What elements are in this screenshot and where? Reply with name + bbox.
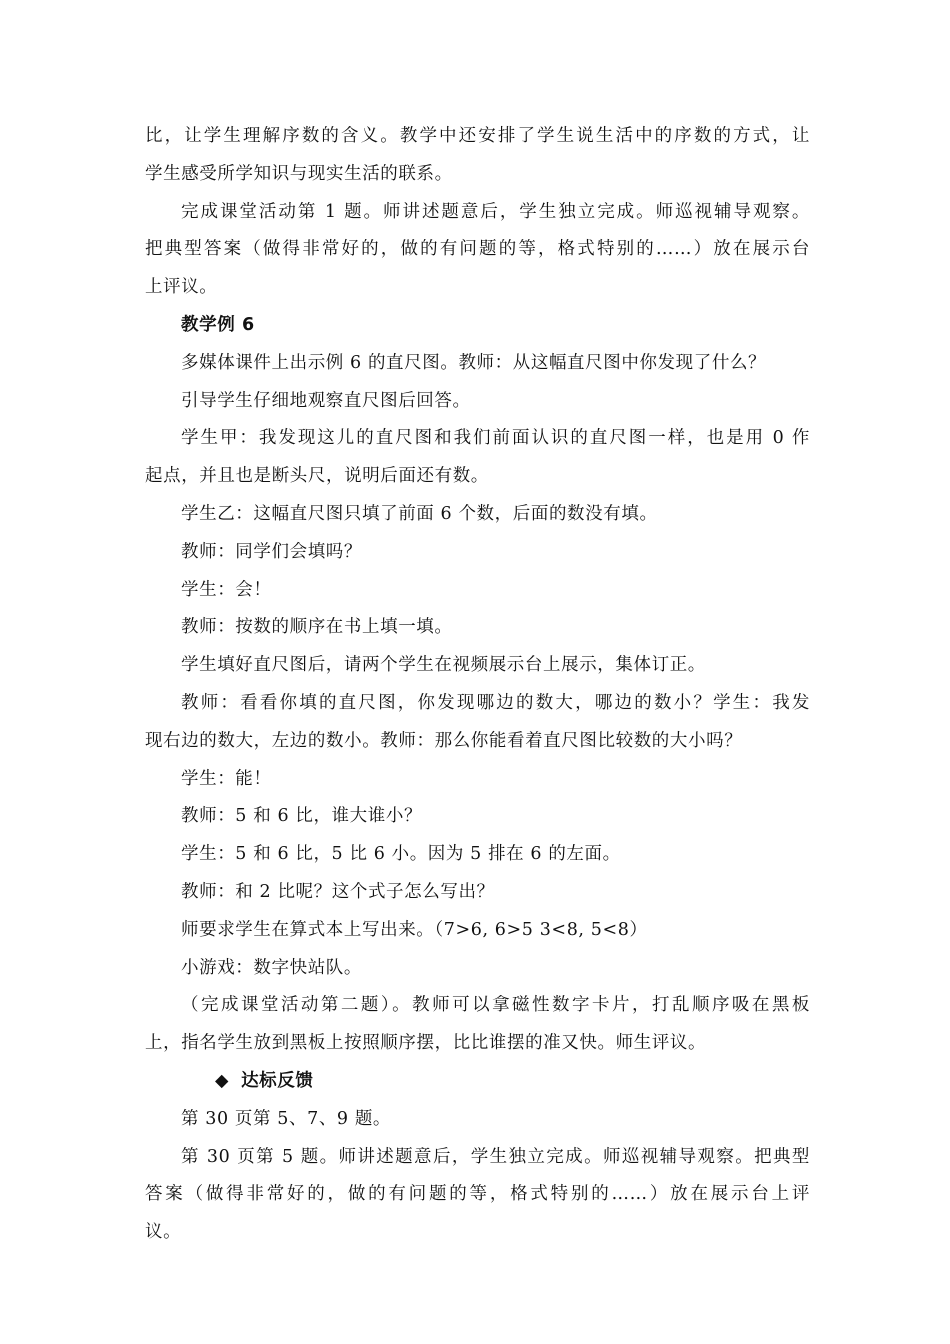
paragraph-line: 学生：5 和 6 比，5 比 6 小。因为 5 排在 6 的左面。 — [181, 844, 621, 865]
diamond-bullet-icon: ◆ — [215, 1070, 230, 1091]
paragraph-line: 议。 — [145, 1222, 182, 1243]
paragraph-line: 把典型答案（做得非常好的，做的有问题的等，格式特别的……）放在展示台 — [145, 239, 810, 260]
section-heading-feedback — [145, 1063, 810, 1101]
paragraph-line: 教师：5 和 6 比，谁大谁小？ — [181, 806, 423, 827]
paragraph-line: 第 30 页第 5、7、9 题。 — [181, 1108, 392, 1129]
paragraph-line: 师要求学生在算式本上写出来。（7>6, 6>5 3<8, 5<8） — [181, 919, 648, 940]
paragraph-line: 学生：能！ — [181, 768, 272, 789]
paragraph-line: 第 30 页第 5 题。师讲述题意后，学生独立完成。师巡视辅导观察。把典型 — [181, 1146, 810, 1167]
paragraph-line: 学生：会！ — [181, 579, 272, 600]
paragraph-line: 比，让学生理解序数的含义。教学中还安排了学生说生活中的序数的方式，让 — [145, 126, 810, 146]
paragraph-line: 学生填好直尺图后，请两个学生在视频展示台上展示，集体订正。 — [181, 655, 706, 676]
paragraph-line: 多媒体课件上出示例 6 的直尺图。教师：从这幅直尺图中你发现了什么？ — [181, 352, 767, 373]
document-body — [145, 118, 810, 1252]
paragraph-line: 小游戏：数字快站队。 — [181, 957, 362, 978]
paragraph-line: 起点，并且也是断头尺，说明后面还有数。 — [145, 466, 489, 487]
paragraph-line: （完成课堂活动第二题）。教师可以拿磁性数字卡片，打乱顺序吸在黑板 — [181, 995, 810, 1016]
paragraph-line: 教师：按数的顺序在书上填一填。 — [181, 617, 453, 638]
paragraph-line: 答案（做得非常好的，做的有问题的等，格式特别的……）放在展示台上评 — [145, 1184, 810, 1205]
paragraph-line: 上，指名学生放到黑板上按照顺序摆，比比谁摆的准又快。师生评议。 — [145, 1033, 707, 1054]
paragraph-line: 教师：和 2 比呢？这个式子怎么写出？ — [181, 881, 495, 902]
paragraph-line: 现右边的数大，左边的数小。教师：那么你能看着直尺图比较数的大小吗？ — [145, 730, 743, 751]
paragraph-line: 教师：看看你填的直尺图，你发现哪边的数大，哪边的数小？学生：我发 — [181, 692, 810, 713]
paragraph-line: 完成课堂活动第 1 题。师讲述题意后，学生独立完成。师巡视辅导观察。 — [181, 201, 810, 222]
paragraph-line: 学生乙：这幅直尺图只填了前面 6 个数，后面的数没有填。 — [181, 503, 658, 524]
paragraph-line: 教师：同学们会填吗？ — [181, 541, 362, 562]
paragraph-line: 引导学生仔细地观察直尺图后回答。 — [181, 390, 471, 411]
section-heading: 教学例 6 — [181, 314, 255, 335]
paragraph-line: 学生感受所学知识与现实生活的联系。 — [145, 163, 453, 184]
paragraph-line: 上评议。 — [145, 277, 218, 298]
feedback-heading-text: 达标反馈 — [241, 1070, 314, 1091]
paragraph-line: 学生甲：我发现这儿的直尺图和我们前面认识的直尺图一样，也是用 0 作 — [181, 428, 810, 449]
